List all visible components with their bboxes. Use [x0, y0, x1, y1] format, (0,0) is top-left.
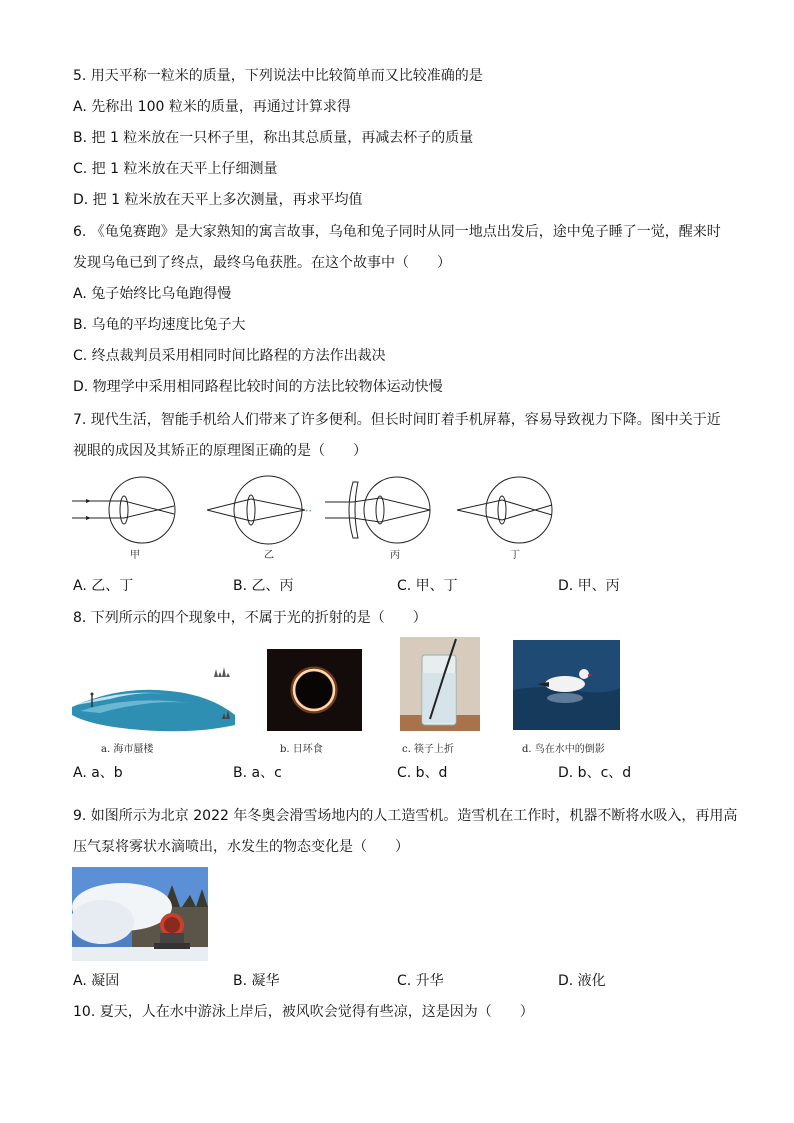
- q7-stem-line1: 7. 现代生活，智能手机给人们带来了许多便利。但长时间盯着手机屏幕，容易导致视力下降。图中关于近: [73, 412, 721, 428]
- eye-diagram-jia: [70, 470, 180, 550]
- q5-stem: 5. 用天平称一粒米的质量，下列说法中比较简单而又比较准确的是: [73, 68, 483, 84]
- q8-option-d: D. b、c、d: [558, 765, 632, 781]
- q5-option-b: B. 把 1 粒米放在一只杯子里，称出其总质量，再减去杯子的质量: [73, 130, 474, 146]
- eye-diagram-bing: [325, 470, 435, 550]
- q9-stem-line1: 9. 如图所示为北京 2022 年冬奥会滑雪场地内的人工造雪机。造雪机在工作时，机器不断将水吸入，再用高: [73, 808, 738, 824]
- bird-reflection-image: [513, 640, 620, 730]
- q8-option-b: B. a、c: [233, 765, 282, 781]
- q6-stem-line1: 6. 《龟兔赛跑》是大家熟知的寓言故事，乌龟和兔子同时从同一地点出发后，途中兔子睡了一觉，醒来时: [73, 224, 721, 240]
- q7-option-d: D. 甲、丙: [558, 578, 620, 594]
- q5-option-a: A. 先称出 100 粒米的质量，再通过计算求得: [73, 99, 351, 115]
- q9-option-c: C. 升华: [397, 973, 444, 989]
- q5-option-d: D. 把 1 粒米放在天平上多次测量，再求平均值: [73, 192, 363, 208]
- q8-option-a: A. a、b: [73, 765, 123, 781]
- eye-label-ding: 丁: [510, 550, 520, 561]
- eye-label-yi: 乙: [264, 550, 274, 561]
- eye-diagram-ding: [455, 470, 565, 550]
- q8-caption-d: d. 鸟在水中的倒影: [522, 744, 605, 755]
- q8-caption-b: b. 日环食: [280, 744, 323, 755]
- q6-option-d: D. 物理学中采用相同路程比较时间的方法比较物体运动快慢: [73, 379, 443, 395]
- snow-machine-image: [72, 867, 208, 961]
- eclipse-image: [267, 649, 362, 731]
- q9-option-d: D. 液化: [558, 973, 606, 989]
- q8-caption-a: a. 海市蜃楼: [101, 744, 154, 755]
- eye-diagram-yi: [205, 470, 315, 550]
- q7-option-c: C. 甲、丁: [397, 578, 458, 594]
- q5-option-c: C. 把 1 粒米放在天平上仔细测量: [73, 161, 278, 177]
- q7-stem-line2: 视眼的成因及其矫正的原理图正确的是（ ）: [73, 443, 367, 459]
- q10-stem: 10. 夏天，人在水中游泳上岸后，被风吹会觉得有些凉，这是因为（ ）: [73, 1004, 534, 1020]
- eye-label-jia: 甲: [130, 550, 140, 561]
- q8-caption-c: c. 筷子上折: [402, 744, 454, 755]
- q8-option-c: C. b、d: [397, 765, 448, 781]
- eye-label-bing: 丙: [390, 550, 400, 561]
- q7-option-b: B. 乙、丙: [233, 578, 294, 594]
- q8-stem: 8. 下列所示的四个现象中，不属于光的折射的是（ ）: [73, 610, 427, 626]
- chopsticks-image: [400, 637, 480, 731]
- q6-option-a: A. 兔子始终比乌龟跑得慢: [73, 286, 232, 302]
- q6-stem-line2: 发现乌龟已到了终点，最终乌龟获胜。在这个故事中（ ）: [73, 255, 451, 271]
- svg-text:••: ••: [305, 508, 313, 515]
- q9-option-b: B. 凝华: [233, 973, 280, 989]
- mirage-image: [70, 655, 240, 735]
- q9-stem-line2: 压气泵将雾状水滴喷出，水发生的物态变化是（ ）: [73, 839, 409, 855]
- q7-option-a: A. 乙、丁: [73, 578, 134, 594]
- q6-option-c: C. 终点裁判员采用相同时间比路程的方法作出裁决: [73, 348, 386, 364]
- q9-option-a: A. 凝固: [73, 973, 120, 989]
- q6-option-b: B. 乌龟的平均速度比兔子大: [73, 317, 246, 333]
